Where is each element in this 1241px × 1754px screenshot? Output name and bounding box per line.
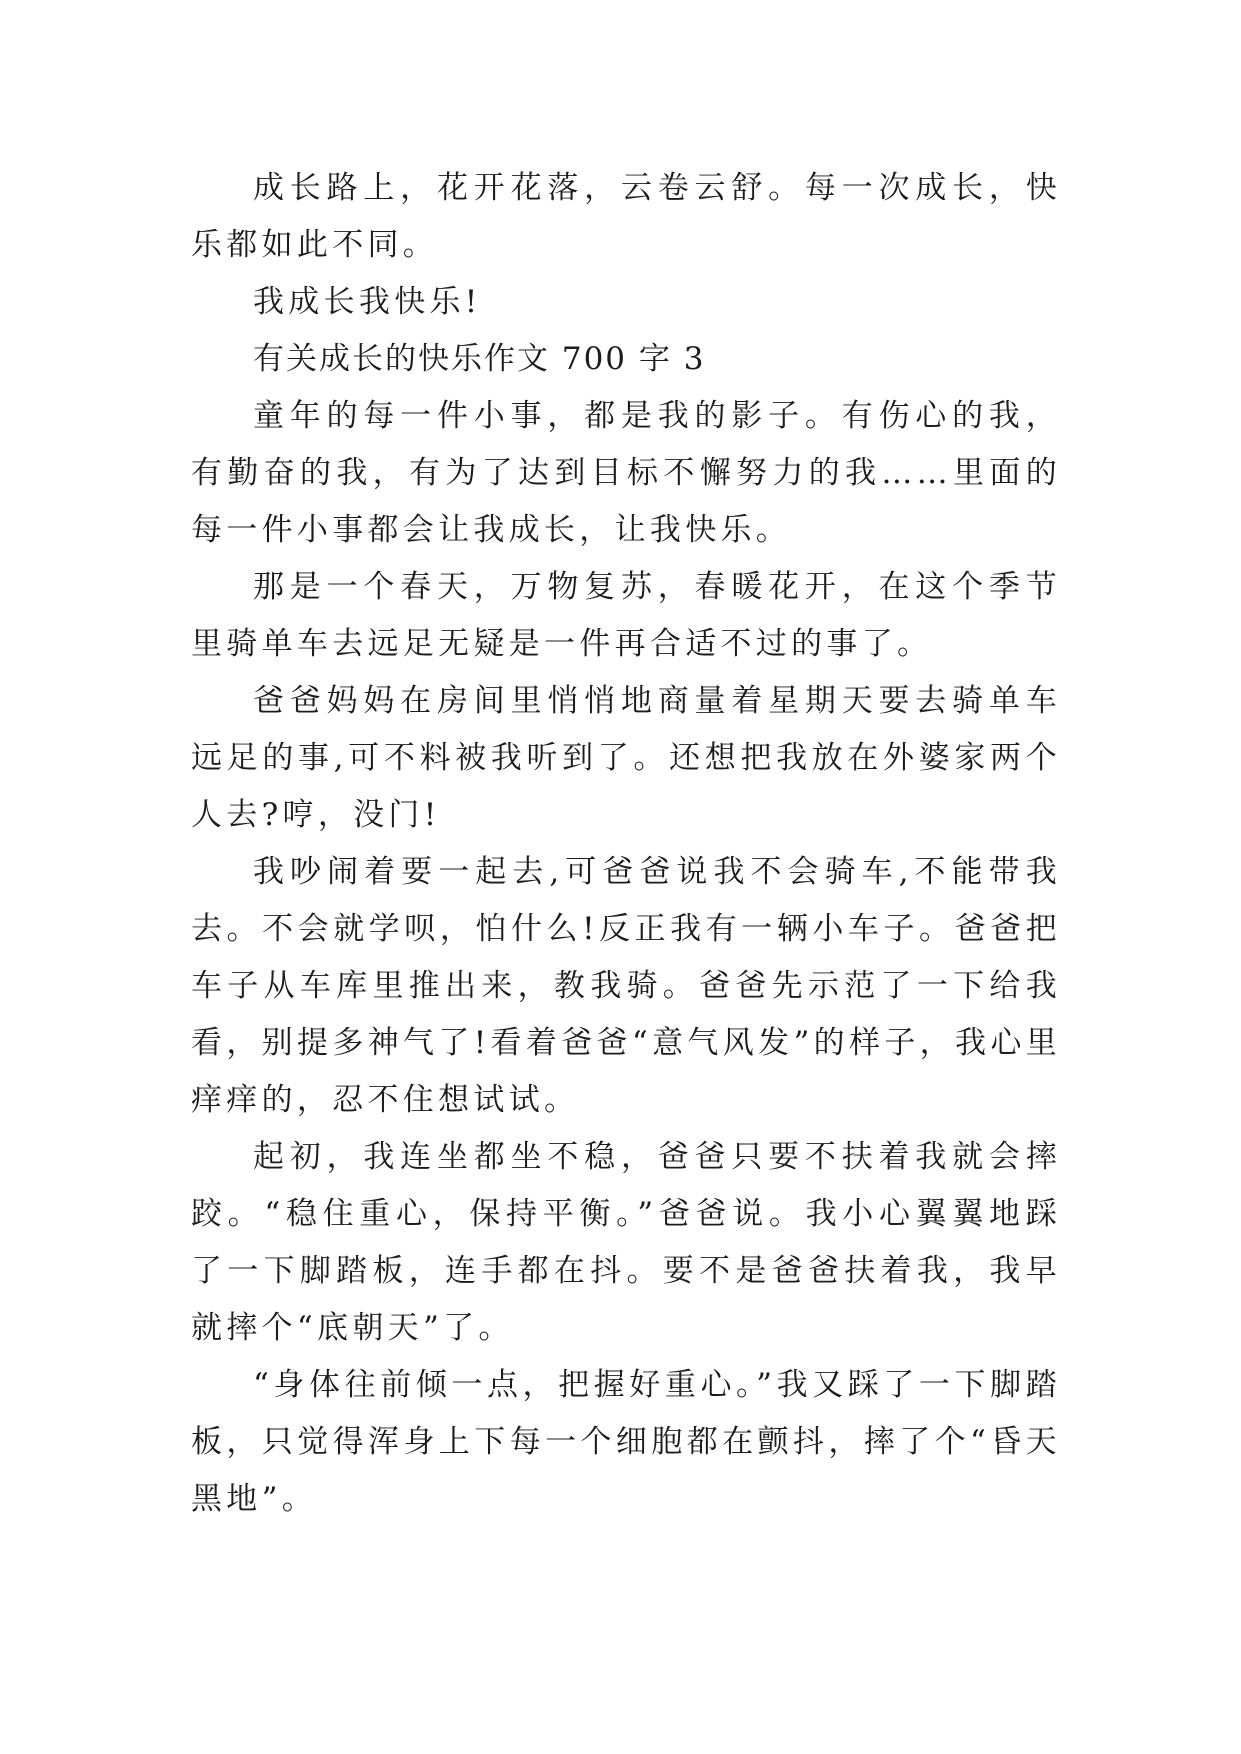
paragraph: 我吵闹着要一起去,可爸爸说我不会骑车,不能带我去。不会就学呗，怕什么!反正我有一辆小车子。爸爸把车子从车库里推出来，教我骑。爸爸先示范了一下给我看，别提多神气了!看着爸爸“意气风发”的样子，我心里痒痒的，忍不住想试试。 [191,854,1061,1118]
paragraph: 起初，我连坐都坐不稳，爸爸只要不扶着我就会摔跤。“稳住重心，保持平衡。”爸爸说。我小心翼翼地踩了一下脚踏板，连手都在抖。要不是爸爸扶着我，我早就摔个“底朝天”了。 [191,1139,1061,1346]
section-title: 有关成长的快乐作文 700 字 3 [253,341,706,377]
paragraph: 成长路上，花开花落，云卷云舒。每一次成长，快乐都如此不同。 [191,170,1061,263]
document-body [191,160,1061,1528]
paragraph: 我成长我快乐! [253,284,482,320]
paragraph: 爸爸妈妈在房间里悄悄地商量着星期天要去骑单车远足的事,可不料被我听到了。还想把我放在外婆家两个人去?哼，没门! [191,683,1061,833]
paragraph: 那是一个春天，万物复苏，春暖花开，在这个季节里骑单车去远足无疑是一件再合适不过的事了。 [191,569,1061,662]
paragraph: “身体往前倾一点，把握好重心。”我又踩了一下脚踏板，只觉得浑身上下每一个细胞都在颤抖，摔了个“昏天黑地”。 [191,1367,1061,1517]
paragraph: 童年的每一件小事，都是我的影子。有伤心的我，有勤奋的我，有为了达到目标不懈努力的我……里面的每一件小事都会让我成长，让我快乐。 [191,398,1061,548]
